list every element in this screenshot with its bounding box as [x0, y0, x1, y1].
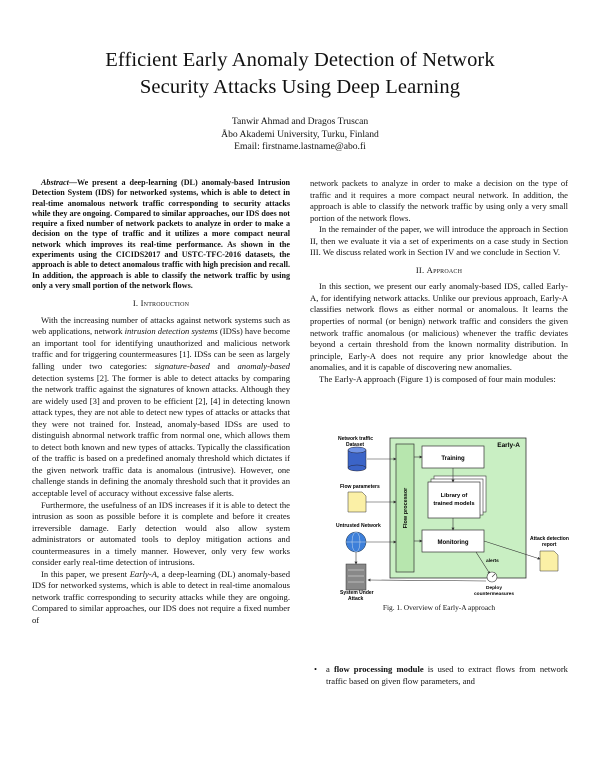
training-label: Training [441, 456, 465, 462]
flow-parameters-label: Flow parameters [340, 484, 380, 490]
section-1-heading [32, 298, 290, 310]
text: and [209, 361, 238, 371]
title-line-2: Security Attacks Using Deep Learning [139, 76, 461, 98]
section-1-title: Introduction [140, 298, 190, 309]
globe-icon [346, 532, 366, 552]
author-block [100, 116, 500, 154]
abstract-label: Abstract [41, 178, 69, 187]
right-paragraph-1: network packets to analyze in order to make a decision on the type of traffic and it requires a more compact neural network. In addition, the approach is able to classify the network traffic by using only a very small portion of the network flows. [310, 178, 568, 223]
sut-label-1: System Under [340, 590, 374, 596]
intro-paragraph-3 [32, 569, 290, 627]
dataset-icon [348, 447, 366, 471]
library-box [428, 482, 480, 518]
section-2-heading [310, 265, 568, 277]
section-2-title: Approach [426, 264, 463, 275]
bullet-mark: • [314, 664, 318, 674]
left-column [32, 178, 290, 627]
report-doc-icon [540, 551, 558, 571]
deploy-label-2: countermeasures [474, 592, 514, 597]
report-label-2: report [542, 542, 557, 548]
section-2-number: II. [415, 264, 425, 275]
term-ids: intrusion detection systems [124, 326, 218, 337]
text: With the increasing number of attacks against network systems such as web applications, network [32, 314, 290, 337]
early-a-label: Early-A [497, 442, 520, 449]
figure-1-caption: Fig. 1. Overview of Early-A approach [382, 603, 496, 612]
term-early-a: Early-A [129, 568, 157, 579]
approach-paragraph-2: The Early-A approach (Figure 1) is composed of four main modules: [319, 373, 556, 384]
sut-label-2: Attack [348, 596, 364, 602]
flow-processor-label: Flow processor [403, 487, 409, 529]
monitoring-label: Monitoring [437, 540, 469, 546]
right-paragraph-2: In the remainder of the paper, we will introduce the approach in Section II, then we evaluate it via a set of experiments on a case study in Section III. We discuss related work in Section IV and we conclude in Section V. [310, 224, 568, 258]
paper-title [40, 47, 560, 101]
approach-paragraph-1: In this section, we present our early anomaly-based IDS, called Early-A, for identifying network attacks. Unlike our previous approach, Early-A classifies network flows as either normal or anomalous. It learns the properties of normal (or benign) network traffic and considers the given network traffic anomalous (or malicious) whenever the traffic deviates beyond a certain threshold from the known normality distribution. In principle, Early-A does not require any prior knowledge about the anomalies, and it is capable of discovering new anomalies. [310, 281, 568, 373]
term-anomaly: anomaly-based [237, 361, 290, 371]
affiliation: Åbo Akademi University, Turku, Finland [221, 128, 379, 140]
report-label-1: Attack detection [530, 536, 569, 542]
bullet-item [310, 664, 568, 687]
email: Email: firstname.lastname@abo.fi [234, 141, 366, 152]
figure-1-diagram [336, 434, 572, 602]
text: (IDSs) have become an important tool for identifying unauthorized and malicious network traffic and for triggering countermeasures [1]. IDSs can be seen as largely falling under two categories: [32, 326, 291, 371]
library-label-2: trained models [433, 501, 475, 507]
alerts-label: alerts [486, 559, 499, 564]
text: detection systems [2]. The former is able to detect attacks by comparing the network traffic against the signatures of known attacks. Although they are widely used [3] and proven to be efficient [2], [4] in detecting known attack types, they are not able to detect new types of attacks or attacks that they were not trained for. Instead, anomaly-based IDSs are used to distinguish abnormal network traffic from normal one, which allows them to detect both known and new types of attacks. Typically the classification of the traffic is based on a predefined anomaly threshold which dictates if the given network traffic data is anomalous (intrusive). However, one challenge stands in defining the anomaly threshold such that it provides an acceptable level of accuracy without excessive false alerts. [32, 372, 290, 499]
text: , a deep-learning (DL) anomaly-based IDS for networked systems, which is able to detect in real-time anomalous network traffic corresponding to security attacks while they are ongoing. Compared to similar approaches, our IDS does not require a fixed number of [32, 568, 291, 626]
abstract [32, 178, 290, 291]
library-label-1: Library of [440, 493, 468, 499]
section-1-number: I. [132, 298, 139, 309]
dataset-label-1: Network traffic [338, 436, 374, 442]
authors: Tanwir Ahmad and Dragos Truscan [231, 116, 369, 127]
title-line-1: Efficient Early Anomaly Detection of Network [105, 49, 495, 71]
untrusted-network-label: Untrusted Network [336, 523, 381, 529]
intro-paragraph-2: Furthermore, the usefulness of an IDS increases if it is able to detect the intrusion as soon as possible before it is complete and before it creates irreversible damage. Early detection would also allow system administrators or automated tools to deploy mitigation actions and countermeasures in a timely manner. However, only very few works consider early real-time detection of intrusions. [32, 499, 290, 568]
right-column [310, 178, 568, 385]
bullet-bold: flow processing module [333, 664, 424, 674]
bullet-lead: a [326, 664, 334, 674]
flow-parameters-doc-icon [348, 492, 366, 512]
text: In this paper, we present [41, 568, 130, 579]
term-signature: signature-based [154, 361, 210, 371]
bullet-rest: is used to extract flows from network traffic based on given flow parameters, and [326, 664, 568, 686]
abstract-text: —We present a deep-learning (DL) anomaly-based Intrusion Detection System (IDS) for networked systems, which is able to detect in real-time anomalous network traffic corresponding to security attacks while they are ongoing. Compared to similar approaches, our IDS does not require a fixed number of network packets to analyze in order to make a decision on the type of traffic and it utilizes a more compact neural network which improves its real-time performance. As shown in the experiments using the CICIDS2017 and USTC-TFC-2016 datasets, the approach is able to detect anomalous traffic with high precision and recall. In addition, the approach is able to classify the network traffic by using only a very small portion of the network flows. [32, 178, 290, 290]
intro-paragraph-1 [32, 315, 290, 500]
dataset-label-2: Dataset [346, 442, 365, 448]
server-icon [346, 564, 366, 590]
deploy-label-1: Deploy [486, 586, 502, 591]
